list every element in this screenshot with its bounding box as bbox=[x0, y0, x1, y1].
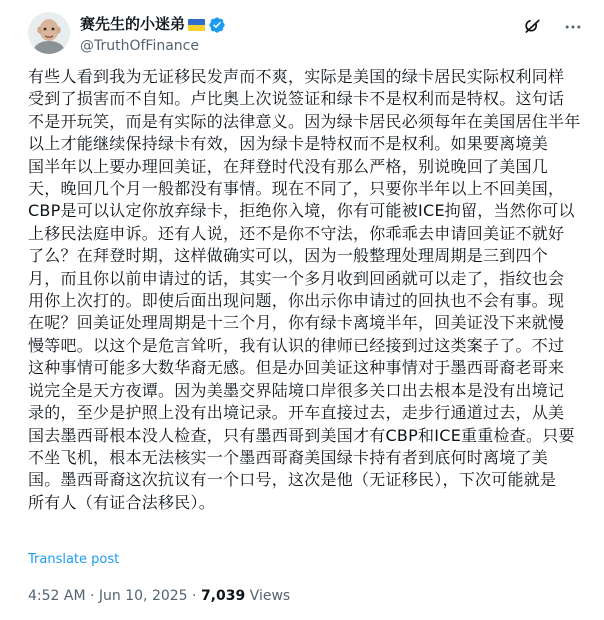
tweet-text-line: 国半年以上要办理回美证，在拜登时代没有那么严格，别说晚回了美国几 bbox=[28, 156, 549, 176]
meta-separator: · bbox=[85, 588, 99, 604]
tweet-text-line: 受到了损害而不自知。卢比奥上次说签证和绿卡不是权利而是特权。这句话 bbox=[28, 89, 565, 109]
translate-post-link[interactable]: Translate post bbox=[28, 552, 120, 567]
views-label: Views bbox=[245, 588, 291, 604]
author-handle[interactable]: @TruthOfFinance bbox=[80, 38, 199, 54]
tweet-text-line: 上移民法庭申诉。还有人说，还不是你不守法，你乖乖去申请回美证不就好 bbox=[28, 223, 565, 243]
tweet-text-line: 在呢？回美证处理周期是十三个月，你有绿卡离境半年，回美证没下来就慢 bbox=[28, 313, 565, 333]
tweet-text-line: 有些人看到我为无证移民发声而不爽，实际是美国的绿卡居民实际权利同样 bbox=[28, 67, 565, 86]
meta-separator-2: · bbox=[187, 588, 201, 604]
post-date[interactable]: Jun 10, 2025 bbox=[98, 588, 188, 604]
tweet-text-line: 慢等吧。以这个是危言耸听，我有认识的律师已经接到过这类案子了。不过 bbox=[28, 335, 565, 355]
post-time[interactable]: 4:52 AM bbox=[28, 588, 86, 604]
tweet-text-line: 国去墨西哥根本没人检查，只有墨西哥到美国才有CBP和ICE重重检查。只要 bbox=[28, 425, 575, 445]
tweet-text-line: 用你上次打的。即使后面出现问题，你出示你申请过的回执也不会有事。现 bbox=[28, 291, 565, 311]
tweet-text-line: 了么？在拜登时期，这样做确实可以，因为一般整理处理周期是三到四个 bbox=[28, 246, 549, 266]
tweet-text-line: 天，晚回几个月一般都没有事情。现在不同了，只要你半年以上不回美国， bbox=[28, 179, 565, 199]
tweet-text-line: 国。墨西哥裔这次抗议有一个口号，这次是他（无证移民），下次可能就是 bbox=[28, 470, 557, 490]
tweet-text-line: 录的，至少是护照上没有出境记录。开车直接过去，走步行通道过去，从美 bbox=[28, 403, 565, 423]
more-icon bbox=[563, 17, 583, 37]
header-actions bbox=[522, 16, 584, 38]
tweet-text-line: 以上才能继续保持绿卡有效，因为绿卡是特权而不是权利。如果要离境美 bbox=[28, 134, 549, 154]
display-name-row[interactable] bbox=[80, 15, 226, 34]
avatar[interactable] bbox=[28, 12, 70, 54]
grok-icon bbox=[523, 17, 543, 37]
tweet-text bbox=[28, 66, 600, 514]
tweet-text-line: 不坐飞机，根本无法核实一个墨西哥裔美国绿卡持有者到底何时离境了美 bbox=[28, 447, 549, 467]
display-name[interactable]: 赛先生的小迷弟 bbox=[80, 15, 186, 33]
views-count: 7,039 bbox=[200, 588, 246, 604]
tweet-text-line: 说完全是天方夜谭。因为美墨交界陆境口岸很多关口出去根本是没有出境记 bbox=[28, 380, 565, 400]
tweet-text-line: 月，而且你以前申请过的话，其实一个多月收到回函就可以走了，指纹也会 bbox=[28, 268, 565, 288]
tweet-text-line: 这种事情可能多大数华裔无感。但是办回美证这种事情对于墨西哥裔老哥来 bbox=[28, 358, 565, 378]
ukraine-flag-icon bbox=[188, 19, 205, 31]
avatar-image bbox=[28, 12, 70, 54]
tweet-text-line: 所有人（有证合法移民）。 bbox=[28, 492, 216, 512]
grok-button[interactable] bbox=[522, 16, 544, 38]
tweet-text-line: CBP是可以认定你放弃绿卡，拒绝你入境，你有可能被ICE拘留，当然你可以 bbox=[28, 201, 575, 221]
tweet-header bbox=[18, 10, 590, 58]
more-button[interactable] bbox=[562, 16, 584, 38]
tweet-meta bbox=[28, 588, 290, 604]
tweet-text-line: 不是开玩笑，而是有实际的法律意义。因为绿卡居民必须每年在美国居住半年 bbox=[28, 111, 581, 131]
author-names bbox=[80, 15, 226, 56]
verified-badge-icon bbox=[208, 16, 226, 34]
